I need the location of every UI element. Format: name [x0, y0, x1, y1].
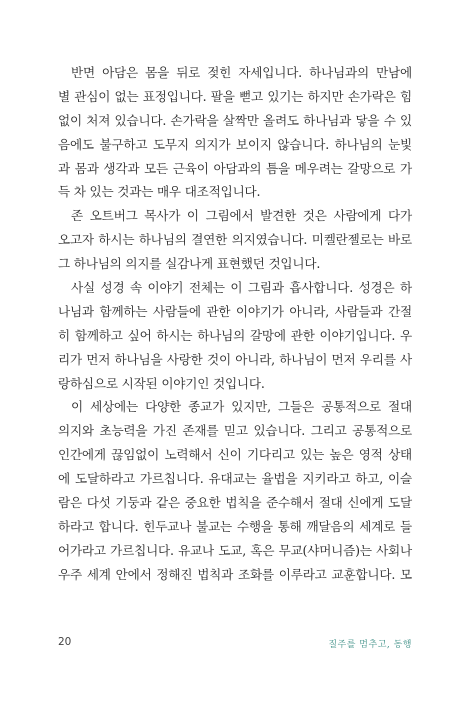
- paragraph-3: [58, 276, 412, 395]
- text-line: 에 도달하라고 가르칩니다. 유대교는 율법을 지키라고 하고, 이슬: [58, 471, 412, 487]
- page-footer: [58, 636, 412, 652]
- running-title: 질주를 멈추고, 동행: [328, 640, 412, 650]
- text-line: 오고자 하시는 하나님의 결연한 의지였습니다. 미켈란젤로는 바로: [58, 232, 412, 248]
- text-line: 별 관심이 없는 표정입니다. 팔을 뻗고 있기는 하지만 손가락은 힘: [58, 88, 412, 104]
- paragraph-2: [58, 204, 412, 276]
- text-line: 히 함께하고 싶어 하시는 하나님의 갈망에 관한 이야기입니다. 우: [58, 327, 412, 343]
- text-line: 하라고 합니다. 힌두교나 불교는 수행을 통해 깨달음의 세계로 들: [58, 518, 412, 534]
- text-line: 없이 처져 있습니다. 손가락을 살짝만 올려도 하나님과 닿을 수 있: [58, 112, 412, 128]
- body-text: [58, 61, 412, 587]
- text-line: 과 몸과 생각과 모든 근육이 아담과의 틈을 메우려는 갈망으로 가: [58, 160, 412, 176]
- text-line: 우주 세계 안에서 정해진 법칙과 조화를 이루라고 교훈합니다. 모: [58, 566, 412, 582]
- text-line: 음에도 불구하고 도무지 의지가 보이지 않습니다. 하나님의 눈빛: [58, 136, 412, 152]
- text-line: 랑하심으로 시작된 이야기인 것입니다.: [58, 375, 265, 391]
- text-line: 리가 먼저 하나님을 사랑한 것이 아니라, 하나님이 먼저 우리를 사: [58, 351, 412, 367]
- text-line: 인간에게 끊임없이 노력해서 신이 기다리고 있는 높은 영적 상태: [58, 447, 412, 463]
- text-line: 사실 성경 속 이야기 전체는 이 그림과 흡사합니다. 성경은 하: [71, 280, 412, 296]
- paragraph-1: [58, 61, 412, 204]
- text-line: 그 하나님의 의지를 실감나게 표현했던 것입니다.: [58, 256, 321, 272]
- text-line: 어가라고 가르칩니다. 유교나 도교, 혹은 무교(샤머니즘)는 사회나: [58, 542, 412, 558]
- page-number: 20: [58, 636, 72, 648]
- text-line: 람은 다섯 기둥과 같은 중요한 법칙을 준수해서 절대 신에게 도달: [58, 495, 412, 511]
- text-line: 이 세상에는 다양한 종교가 있지만, 그들은 공통적으로 절대: [71, 399, 412, 415]
- text-line: 득 차 있는 것과는 매우 대조적입니다.: [58, 184, 261, 200]
- paragraph-4: [58, 395, 412, 586]
- text-line: 의지와 초능력을 가진 존재를 믿고 있습니다. 그리고 공통적으로: [58, 423, 412, 439]
- text-line: 반면 아담은 몸을 뒤로 젖힌 자세입니다. 하나님과의 만남에: [71, 65, 412, 80]
- text-line: 존 오트버그 목사가 이 그림에서 발견한 것은 사람에게 다가: [71, 208, 412, 224]
- text-line: 나님과 함께하는 사람들에 관한 이야기가 아니라, 사람들과 간절: [58, 303, 412, 319]
